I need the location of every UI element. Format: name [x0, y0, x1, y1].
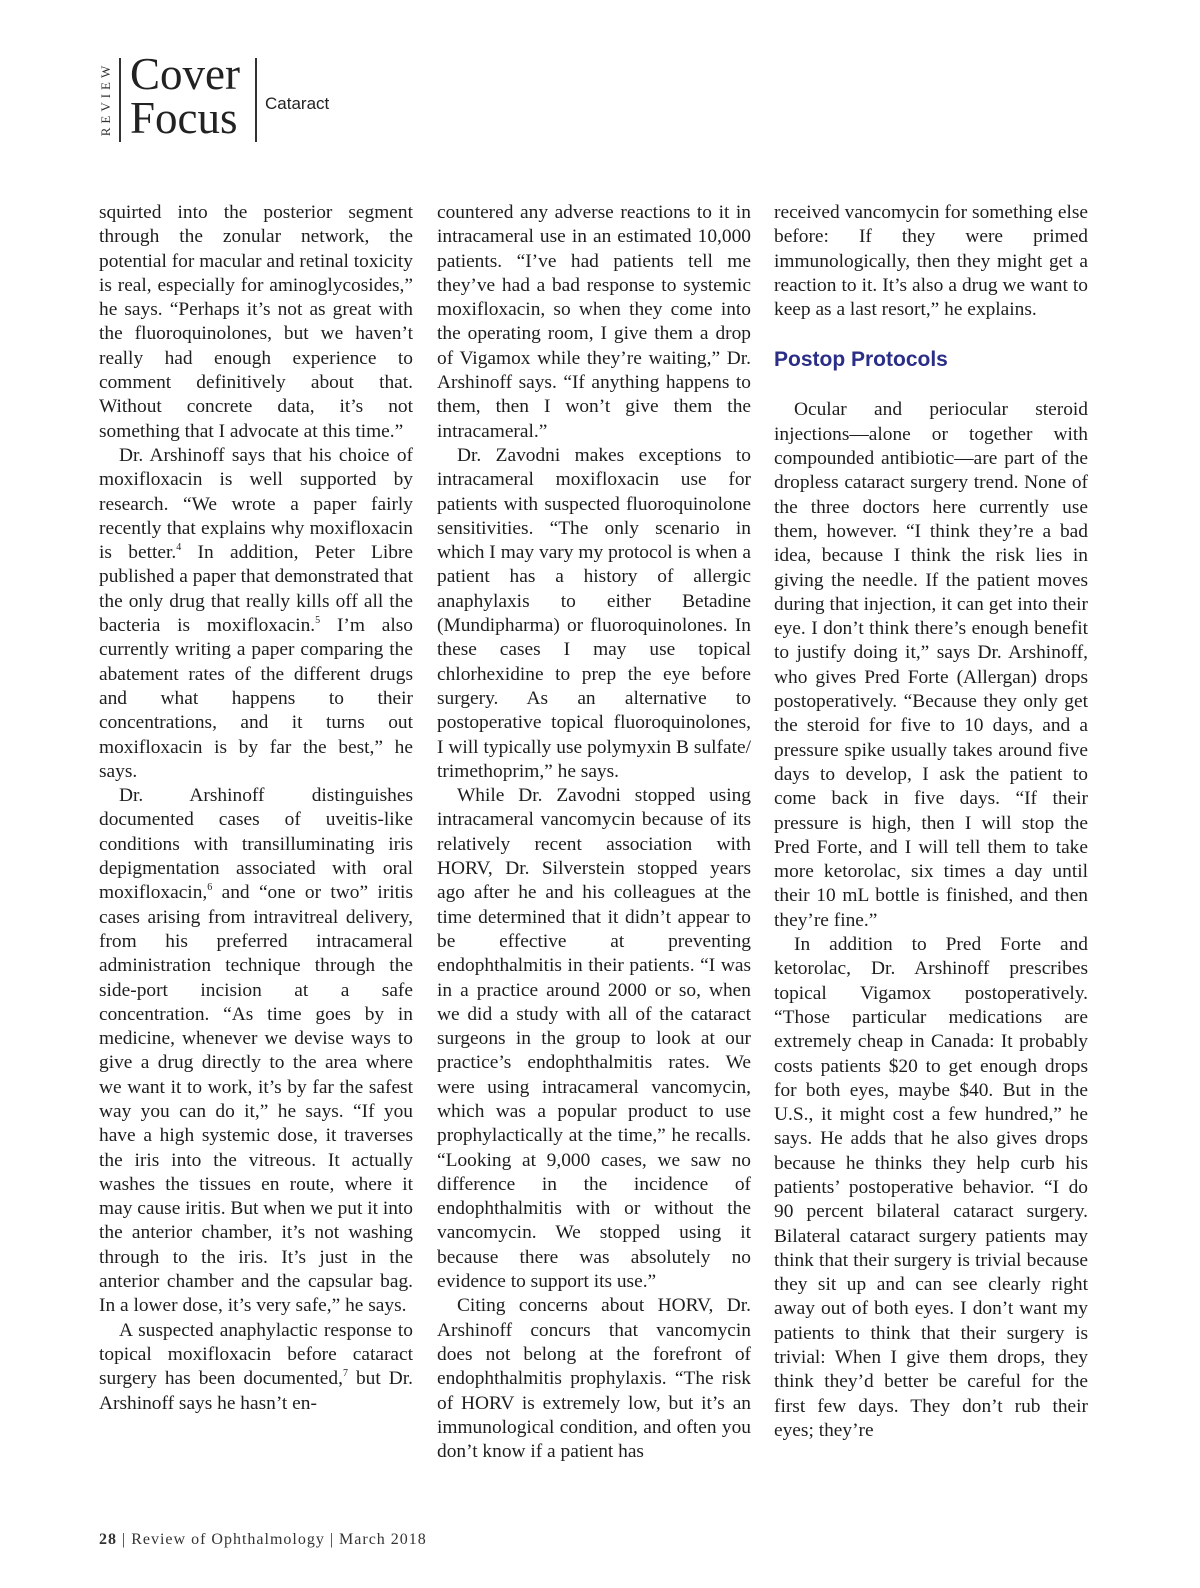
paragraph	[99, 444, 413, 784]
paragraph: In addition to Pred Forte and ketorolac, Dr. Arshinoff prescribes topical Vigamox postoperatively. “Those particular medications are extremely cheap in Canada: It probably costs patients $20 to get enough drops for both eyes, maybe $40. But in the U.S., it might cost a few hundred,” he says. He adds that he also gives drops because he thinks they help curb his patients’ postoperative behavior. “I do 90 percent bilateral cataract surgery. Bilateral cataract surgery patients may think that their surgery is trivial because they sit up and can see clearly right away out of both eyes. I don’t want my patients to think that their surgery is trivial: When I give them drops, they think they’d better be careful for the first few days. They don’t rub their eyes; they’re	[774, 934, 1088, 1441]
paragraph: received vancomycin for something else before: If they were primed immunologically, then they might get a reaction to it. It’s also a drug we want to keep as a last resort,” he explains.	[774, 202, 1088, 321]
cover-focus-title	[130, 49, 240, 143]
header-divider-right	[255, 58, 257, 142]
column-2	[437, 201, 751, 1464]
paragraph	[99, 1319, 413, 1416]
issue-date: March 2018	[339, 1531, 427, 1548]
text-run: I’m also currently writing a paper comparing the abatement rates of the different drugs and what happens to their concentrations, and it turns out moxifloxacin is by far the best,” he says.	[99, 615, 413, 782]
text-run: Dr. Arshinoff says that his choice of moxifloxacin is well supported by research. “We wrote a paper fairly recently that explains why moxifloxacin is better.	[99, 444, 413, 564]
text-run: and “one or two” iritis cases arising from intravitreal delivery, from his preferred intracameral administration technique through the side-port incision at a safe concentration. “As time goes by in medicine, whenever we devise ways to give a drug directly to the area where we want it to work, it’s by far the safest way you can do it,” he says. “If you have a high systemic dose, it traverses the iris into the vitreous. It actually washes the tissues en route, where it may cause iritis. But when we put it into the anterior chamber, it’s not washing through to the iris. It’s just in the anterior chamber and the capsular bag. In a lower dose, it’s very safe,” he says.	[99, 882, 413, 1317]
reference-marker: 4	[176, 542, 182, 554]
paragraph: While Dr. Zavodni stopped using intracameral vancomycin because of its relatively recent association with HORV, Dr. Silverstein stopped years ago after he and his colleagues at the time determined that it didn’t appear to be effective at preventing endophthalmitis in their patients. “I was in a practice around 2000 or so, when we did a study with all of the cataract surgeons in the group to look at our practice’s endophthalmitis rates. We were using intracameral vancomycin, which was a popular product to use prophylactically at the time,” he recalls. “Looking at 9,000 cases, we saw no difference in the incidence of endophthalmitis with or without the vancomycin. We stopped using it because there was absolutely no evidence to support its use.”	[437, 785, 751, 1293]
paragraph: Ocular and periocular steroid injections—alone or together with compounded antibiotic—are part of the dropless cataract surgery trend. None of the three doctors here currently use them, however. “I think they’re a bad idea, because I think the risk lies in giving the needle. If the patient moves during that injection, it can get into their eye. I don’t think there’s enough benefit to justify doing it,” says Dr. Arshinoff, who gives Pred Forte (Allergan) drops postoperatively. “Because they only get the steroid for five to 10 days, and a pressure spike usually takes around five days to develop, I ask the patient to come back in five days. “If their pressure is high, then I will stop the Pred Forte, and I will tell them to take more ketorolac, six times a day until their 10 mL bottle is finished, and then they’re fine.”	[774, 399, 1088, 931]
paragraph	[99, 784, 413, 1319]
page-footer	[99, 1531, 427, 1549]
column-3	[774, 201, 1088, 1443]
reference-marker: 7	[342, 1368, 348, 1380]
paragraph: Citing concerns about HORV, Dr. Arshinoff concurs that vancomycin does not belong at the forefront of endophthalmitis prophylaxis. “The risk of HORV is extremely low, but it’s an immunological condition, and often you don’t know if a patient has	[437, 1295, 751, 1463]
footer-separator: |	[329, 1531, 340, 1548]
text-run: but Dr. Arshinoff says he hasn’t en-	[99, 1368, 413, 1414]
section-subhead: Postop Protocols	[774, 348, 948, 372]
cover-word: Cover	[130, 49, 240, 99]
paragraph: squirted into the posterior segment through the zonular network, the potential for macular and retinal toxicity is real, especially for aminoglycosides,” he says. “Perhaps it’s not as great with the fluoroquinolones, but we haven’t really had enough experience to comment definitively about that. Without concrete data, it’s not something that I advocate at this time.”	[99, 202, 413, 442]
page-number: 28	[99, 1531, 117, 1548]
reference-marker: 5	[315, 615, 321, 627]
text-run: Dr. Arshinoff distinguishes documented cases of uveitis-like conditions with transilluminating iris depigmentation associated with oral moxifloxacin,	[99, 785, 413, 904]
header-divider-left	[119, 58, 121, 142]
review-vertical-label	[96, 56, 116, 142]
reference-marker: 6	[207, 882, 213, 894]
section-label: Cataract	[265, 94, 330, 113]
text-run: A suspected anaphylactic response to topical moxifloxacin before cataract surgery has been documented,	[99, 1319, 413, 1390]
text-run: In addition, Peter Libre published a paper that demonstrated that the only drug that really kills off all the bacteria is moxifloxacin.	[99, 542, 413, 637]
footer-separator: |	[122, 1531, 132, 1548]
review-text: REVIEW	[98, 61, 113, 137]
paragraph: Dr. Zavodni makes exceptions to intracameral moxifloxacin use for patients with suspected fluoroquinolone sensitivities. “The only scenario in which I may vary my protocol is when a patient has a history of allergic anaphylaxis to either Betadine (Mundipharma) or fluoroquinolones. In these cases I may use topical chlorhexidine to prep the eye before surgery. As an alternative to postoperative topical fluoroquinolones, I will typically use polymyxin B sulfate/ trimethoprim,” he says.	[437, 444, 751, 782]
column-1	[99, 201, 413, 1416]
paragraph: countered any adverse reactions to it in intracameral use in an estimated 10,000 patients. “I’ve had patients tell me they’ve had a bad response to systemic moxifloxacin, so when they come into the operating room, I give them a drop of Vigamox while they’re waiting,” Dr. Arshinoff says. “If anything happens to them, then I won’t give them the intracameral.”	[437, 202, 751, 442]
publication-name: Review of Ophthalmology	[131, 1531, 325, 1548]
focus-word: Focus	[130, 93, 238, 143]
